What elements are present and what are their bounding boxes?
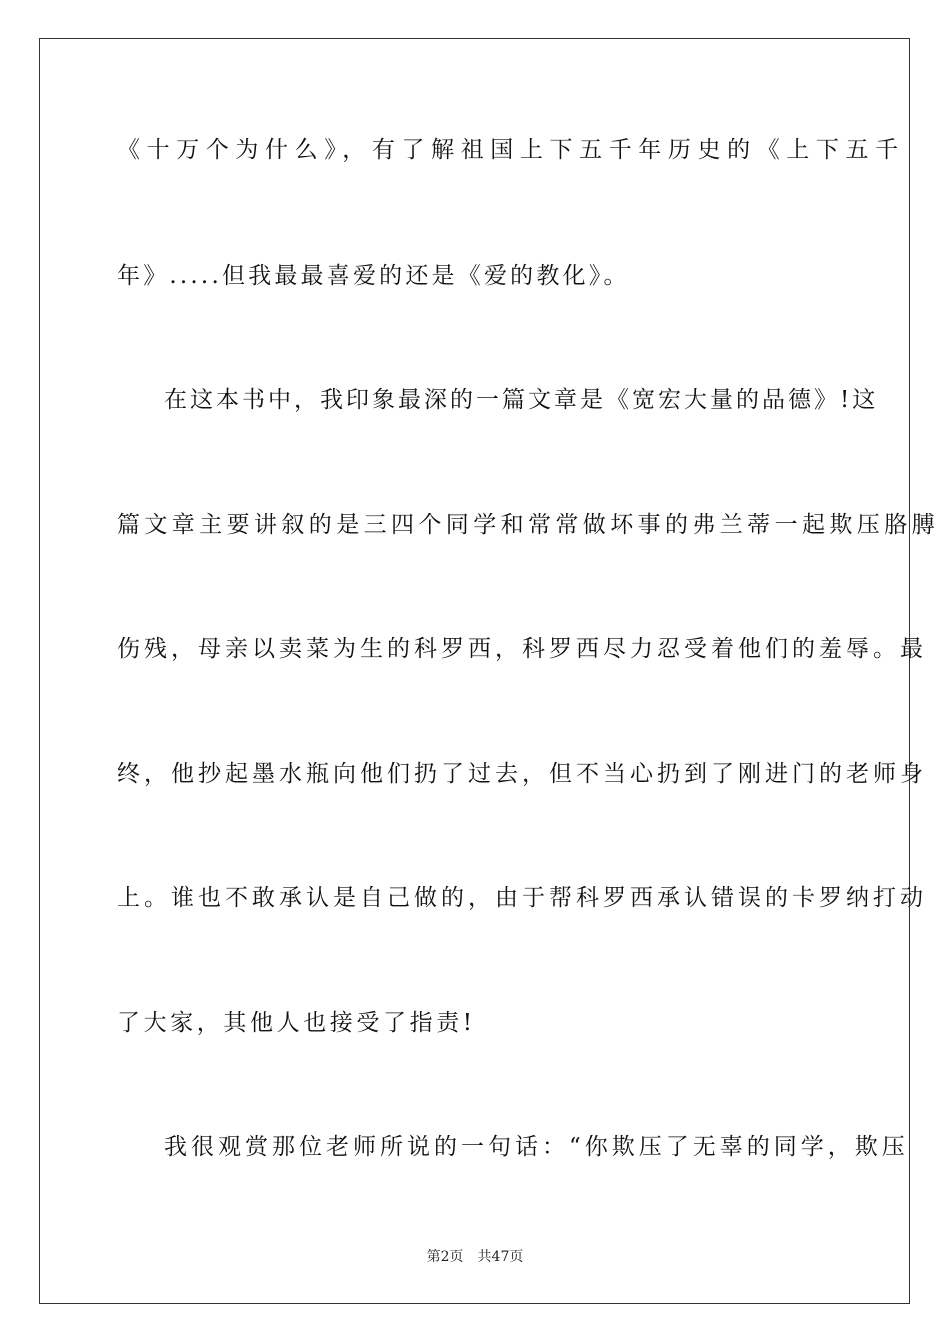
page-border <box>39 38 939 1304</box>
text-line-3: 在这本书中，我印象最深的一篇文章是《宽宏大量的品德》!这 <box>164 387 879 413</box>
text-line-6: 终，他抄起墨水瓶向他们扔了过去，但不当心扔到了刚进门的老师身 <box>117 761 927 787</box>
text-line-8: 了大家，其他人也接受了指责! <box>117 1010 476 1036</box>
page-number-footer: 第2页 共47页 <box>426 1249 524 1265</box>
text-line-4: 篇文章主要讲叙的是三四个同学和常常做坏事的弗兰蒂一起欺压胳膊 <box>117 512 939 538</box>
text-line-2: 年》.....但我最最喜爱的还是《爱的教化》。 <box>117 263 630 289</box>
text-line-9: 我很观赏那位老师所说的一句话：“你欺压了无辜的同学，欺压 <box>164 1134 909 1160</box>
text-line-1: 《十万个为什么》，有了解祖国上下五千年历史的《上下五千 <box>117 137 905 163</box>
text-line-7: 上。谁也不敢承认是自己做的，由于帮科罗西承认错误的卡罗纳打动 <box>117 885 927 911</box>
text-line-5: 伤残，母亲以卖菜为生的科罗西，科罗西尽力忍受着他们的羞辱。最 <box>117 636 927 662</box>
